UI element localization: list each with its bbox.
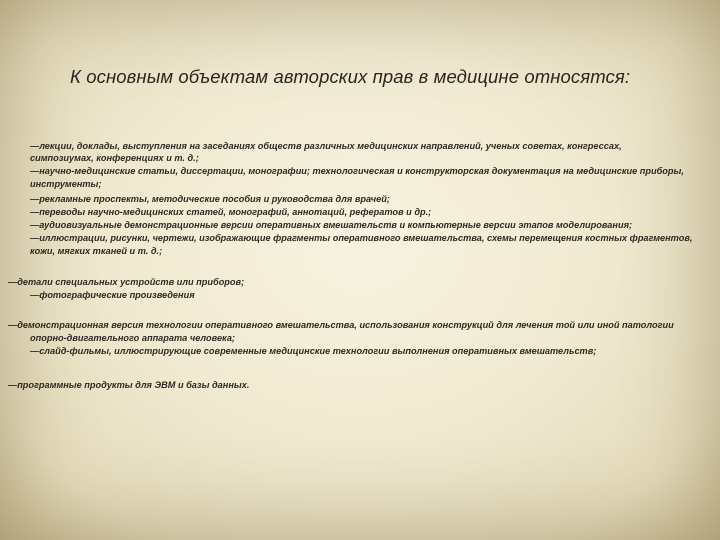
text-line: —иллюстрации, рисунки, чертежи, изображающие фрагменты оперативного вмешательства, схемы перемещения костных фрагментов, — [30, 233, 693, 243]
text-line: —программные продукты для ЭВМ и базы данных. — [8, 380, 250, 390]
text-line: —детали специальных устройств или приборов; — [8, 277, 245, 287]
text-line: симпозиумах, конференциях и т. д.; — [30, 153, 199, 163]
text-line: —переводы научно-медицинских статей, монографий, аннотаций, рефератов и др.; — [30, 207, 432, 217]
text-line: инструменты; — [30, 179, 102, 189]
text-line: —аудиовизуальные демонстрационные версии оперативных вмешательств и компьютерные версии этапов моделирования; — [30, 220, 633, 230]
text-line: —научно-медицинские статьи, диссертации, монографии; технологическая и конструкторская документация на медицинские приборы, — [30, 166, 684, 176]
text-line: кожи, мягких тканей и т. д.; — [30, 246, 163, 256]
slide-title: К основным объектам авторских прав в медицине относятся: — [70, 66, 631, 87]
text-line: —лекции, доклады, выступления на заседаниях обществ различных медицинских направлений, ученых советах, конгрессах, — [30, 141, 622, 151]
text-line: —демонстрационная версия технологии оперативного вмешательства, использования конструкций для лечения той или иной патологии — [8, 320, 674, 330]
text-line: —слайд-фильмы, иллюстрирующие современные медицинские технологии выполнения оперативных вмешательств; — [30, 346, 597, 356]
text-line: опорно-двигательного аппарата человека; — [30, 333, 235, 343]
text-line: —рекламные проспекты, методические пособия и руководства для врачей; — [30, 194, 390, 204]
text-line: —фотографические произведения — [30, 290, 195, 300]
